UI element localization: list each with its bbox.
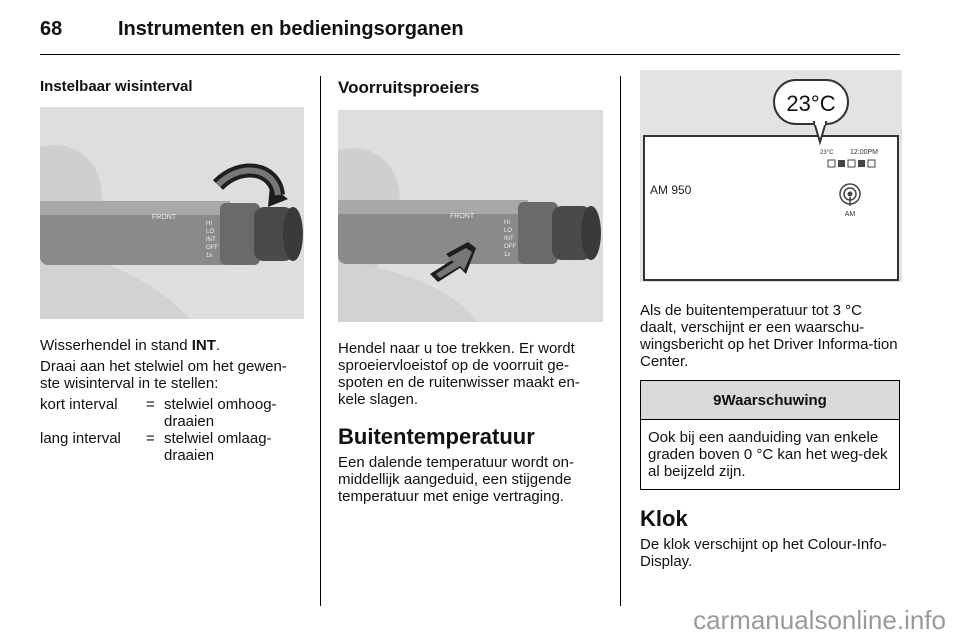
definition-eq: = — [146, 430, 155, 447]
label-1x: 1x — [504, 252, 511, 258]
display-clock: 12:00PM — [850, 149, 879, 156]
warning-text: Ook bij een aanduiding van enkele graden boven 0 °C kan het weg-dek al beijzeld zijn. — [648, 429, 888, 480]
column-temperature-clock — [640, 70, 902, 570]
definition-term: lang interval — [40, 430, 121, 447]
body-washer: Hendel naar u toe trekken. Er wordt sproeiervloeistof op de voorruit ge-spoten en de ruitenwisser maakt en-kele slagen. — [338, 340, 580, 408]
definition-row — [40, 430, 304, 464]
washer-lever-figure — [338, 110, 603, 322]
definition-row — [40, 396, 304, 430]
warning-icon: 9 — [713, 391, 722, 409]
column-divider-1 — [320, 76, 321, 606]
body-adjust-interval: Draai aan het stelwiel om het gewen-ste wisinterval in te stellen: — [40, 358, 287, 392]
label-int: INT — [504, 236, 514, 242]
chapter-title: Instrumenten en bedieningsorganen — [118, 18, 464, 40]
heading-washer: Voorruitsproeiers — [338, 78, 480, 97]
display-figure — [640, 70, 902, 282]
column-divider-2 — [620, 76, 621, 606]
wiper-lever-figure — [40, 107, 304, 319]
warning-box — [640, 380, 900, 490]
body-outside-temperature: Een dalende temperatuur wordt on-middellijk aangeduid, een stijgende temperatuur met enige vertraging. — [338, 454, 574, 505]
callout-temperature: 23°C — [786, 91, 836, 116]
body-temperature-warning: Als de buitentemperatuur tot 3 °C daalt, verschijnt er een waarschu-wingsbericht op het Driver Informa-tion Center. — [640, 302, 898, 370]
warning-header — [641, 381, 899, 420]
display-band: AM — [844, 211, 856, 218]
caption-int-bold: INT — [191, 337, 216, 354]
label-front: FRONT — [152, 214, 177, 221]
caption-int — [40, 337, 304, 354]
label-int: INT — [206, 237, 216, 243]
warning-title: Waarschuwing — [721, 391, 827, 409]
heading-adjustable-interval: Instelbaar wisinterval — [40, 78, 193, 95]
display-station: AM 950 — [650, 183, 692, 197]
interval-definitions — [40, 396, 304, 464]
label-off: OFF — [504, 244, 516, 250]
column-wiper-interval — [40, 70, 304, 464]
page-header — [40, 14, 900, 55]
label-lo: LO — [504, 228, 513, 234]
caption-suffix: . — [215, 337, 221, 354]
label-lo: LO — [206, 229, 215, 235]
definition-eq: = — [146, 396, 155, 413]
column-washer — [338, 70, 603, 505]
definition-desc: stelwiel omhoog-draaien — [164, 396, 277, 430]
label-1x: 1x — [206, 253, 213, 259]
display-small-temperature: 23°C — [820, 150, 834, 156]
definition-term: kort interval — [40, 396, 118, 413]
wiper-lever-illustration — [40, 107, 304, 319]
heading-clock: Klok — [640, 506, 688, 531]
body-clock: De klok verschijnt op het Colour-Info-Display. — [640, 536, 887, 570]
label-front: FRONT — [450, 213, 475, 220]
page-number: 68 — [40, 18, 63, 40]
label-hi: HI — [206, 221, 212, 227]
label-off: OFF — [206, 245, 218, 251]
heading-outside-temperature: Buitentemperatuur — [338, 424, 535, 449]
watermark-text: carmanualsonline.info — [693, 605, 946, 635]
washer-lever-illustration — [338, 110, 603, 322]
label-hi: HI — [504, 220, 510, 226]
caption-prefix: Wisserhendel in stand — [40, 337, 192, 354]
info-display-illustration — [640, 70, 902, 282]
definition-desc: stelwiel omlaag-draaien — [164, 430, 272, 464]
